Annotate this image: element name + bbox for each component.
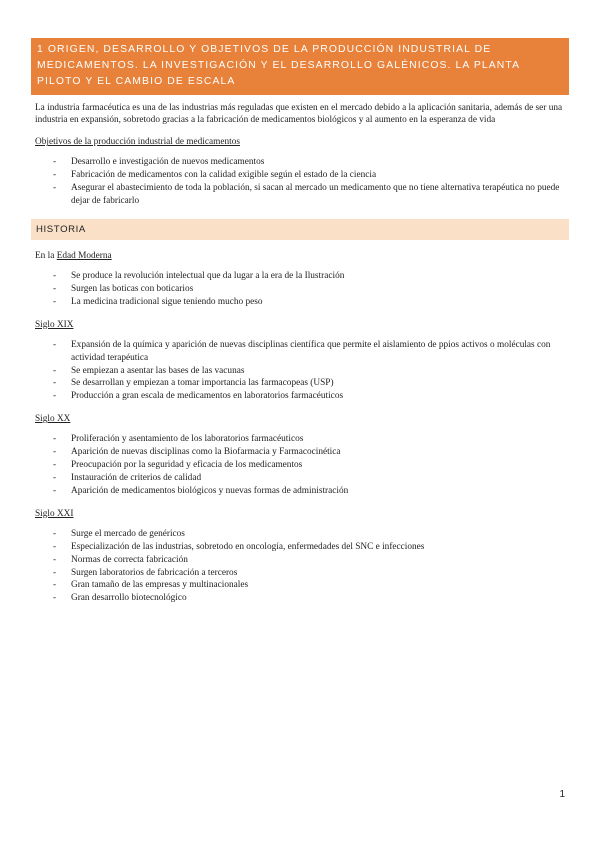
list-item: - Se empiezan a asentar las bases de las vacunas: [31, 365, 569, 378]
list-item: - Gran desarrollo biotecnológico: [31, 592, 569, 605]
list-item: - Surgen laboratorios de fabricación a terceros: [31, 567, 569, 580]
list-item: - Proliferación y asentamiento de los laboratorios farmacéuticos: [31, 433, 569, 446]
list-item: - Se produce la revolución intelectual que da lugar a la era de la Ilustración: [31, 270, 569, 283]
siglo-xxi-heading: Siglo XXI: [35, 508, 74, 519]
objetivos-list: [31, 156, 569, 208]
siglo-xix-list: [31, 339, 569, 404]
list-item: - Asegurar el abastecimiento de toda la población, si sacan al mercado un medicamento que no tiene alternativa terapéutica no puede dejar de fabricarlo: [31, 182, 569, 208]
edad-moderna-heading: [35, 250, 569, 262]
list-item: - Preocupación por la seguridad y eficacia de los medicamentos: [31, 459, 569, 472]
edad-moderna-label: Edad Moderna: [56, 251, 112, 262]
siglo-xx-list: [31, 433, 569, 498]
list-item: - Se desarrollan y empiezan a tomar importancia las farmacopeas (USP): [31, 377, 569, 390]
list-item: - Producción a gran escala de medicamentos en laboratorios farmacéuticos: [31, 390, 569, 403]
edad-moderna-list: [31, 270, 569, 309]
historia-heading: HISTORIA: [31, 219, 569, 240]
siglo-xix-heading: Siglo XIX: [35, 319, 74, 330]
list-item: - Surgen las boticas con boticarios: [31, 283, 569, 296]
list-item: - Surge el mercado de genéricos: [31, 528, 569, 541]
objetivos-heading: Objetivos de la producción industrial de medicamentos: [35, 137, 240, 148]
siglo-xxi-list: [31, 528, 569, 605]
page-number: 1: [559, 789, 565, 800]
siglo-xx-heading: Siglo XX: [35, 414, 71, 425]
list-item: - Desarrollo e investigación de nuevos medicamentos: [31, 156, 569, 169]
edad-moderna-prefix: En la: [35, 251, 57, 262]
intro-paragraph: La industria farmacéutica es una de las industrias más reguladas que existen en el mercado debido a la aplicación sanitaria, además de ser una industria en expansión, sobretodo gracias a la fabricación de medicamentos biológicos y al aumento en la esperanza de vida: [35, 103, 563, 126]
list-item: - Especialización de las industrias, sobretodo en oncología, enfermedades del SNC e infecciones: [31, 541, 569, 554]
list-item: - Instauración de criterios de calidad: [31, 472, 569, 485]
list-item: - Gran tamaño de las empresas y multinacionales: [31, 579, 569, 592]
list-item: - Aparición de nuevas disciplinas como la Biofarmacia y Farmacocinética: [31, 446, 569, 459]
chapter-title: 1 ORIGEN, DESARROLLO Y OBJETIVOS DE LA PRODUCCIÓN INDUSTRIAL DE MEDICAMENTOS. LA INVESTIGACIÓN Y EL DESARROLLO GALÉNICOS. LA PLANTA PILOTO Y EL CAMBIO DE ESCALA: [31, 38, 569, 95]
list-item: - La medicina tradicional sigue teniendo mucho peso: [31, 296, 569, 309]
list-item: - Normas de correcta fabricación: [31, 554, 569, 567]
list-item: - Expansión de la química y aparición de nuevas disciplinas científica que permite el aislamiento de ppios activos o moléculas con actividad terapéutica: [31, 339, 569, 365]
document-page: [31, 38, 569, 605]
list-item: - Aparición de medicamentos biológicos y nuevas formas de administración: [31, 485, 569, 498]
list-item: - Fabricación de medicamentos con la calidad exigible según el estado de la ciencia: [31, 169, 569, 182]
